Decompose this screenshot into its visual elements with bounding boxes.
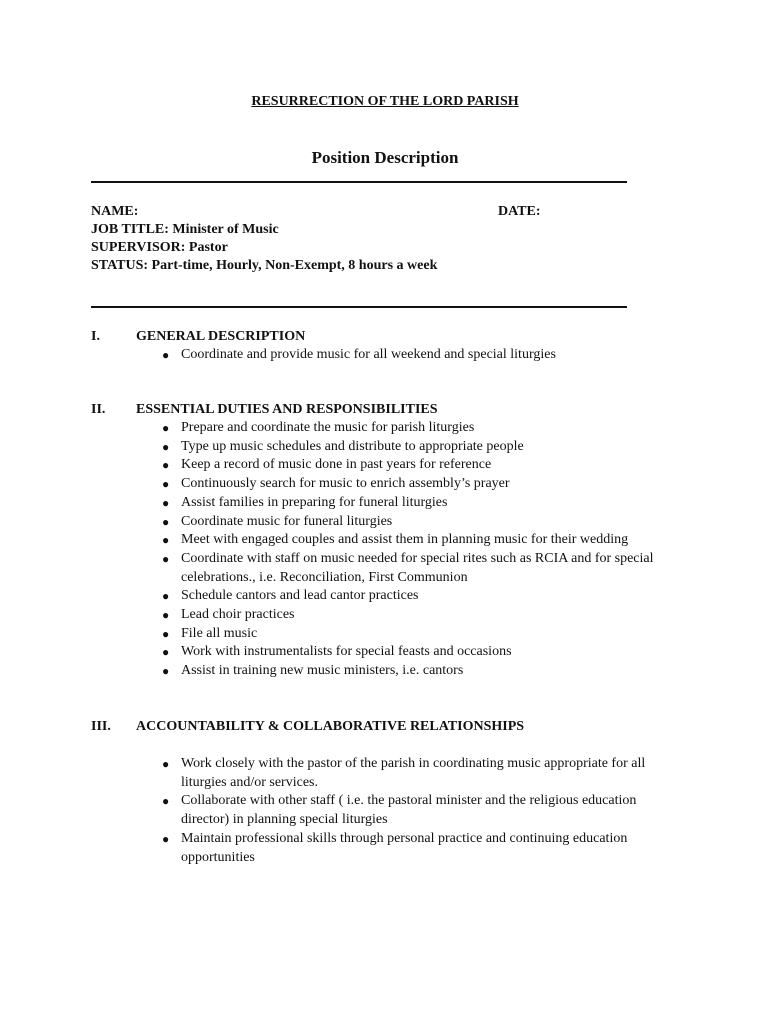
- bullet-icon: ●: [162, 458, 170, 473]
- bullet-list: [91, 346, 691, 365]
- list-item-text: Work closely with the pastor of the parish in coordinating music appropriate for all liturgies and/or services.: [181, 756, 646, 790]
- list-item: [162, 830, 691, 867]
- list-item: [162, 625, 691, 644]
- parish-name: RESURRECTION OF THE LORD PARISH: [251, 94, 519, 109]
- bullet-list: [91, 419, 691, 681]
- list-item: [162, 438, 691, 457]
- name-label: NAME:: [91, 204, 139, 219]
- bullet-icon: ●: [162, 533, 170, 548]
- list-item: [162, 475, 691, 494]
- list-item: [162, 606, 691, 625]
- list-item-text: Schedule cantors and lead cantor practices: [181, 588, 419, 604]
- list-item: [162, 346, 691, 365]
- section-heading: [91, 328, 691, 346]
- list-item-text: File all music: [181, 625, 258, 641]
- list-item-text: Type up music schedules and distribute to appropriate people: [181, 438, 524, 454]
- section-title: ACCOUNTABILITY & COLLABORATIVE RELATIONSHIPS: [136, 719, 525, 734]
- bullet-icon: ●: [162, 831, 170, 846]
- list-item-text: Collaborate with other staff ( i.e. the pastoral minister and the religious education director) in planning special liturgies: [181, 793, 637, 828]
- list-item: [162, 755, 691, 792]
- list-item: [162, 792, 691, 829]
- bullet-icon: ●: [162, 477, 170, 492]
- section-heading: [91, 401, 691, 419]
- bullet-icon: ●: [162, 794, 170, 809]
- list-item: [162, 456, 691, 475]
- section-title: GENERAL DESCRIPTION: [136, 329, 306, 344]
- job-title-line: JOB TITLE: Minister of Music: [91, 222, 279, 237]
- status-line: STATUS: Part-time, Hourly, Non-Exempt, 8 hours a week: [91, 258, 438, 273]
- list-item-text: Coordinate music for funeral liturgies: [181, 513, 393, 529]
- bullet-icon: ●: [162, 439, 170, 454]
- list-item-text: Lead choir practices: [181, 607, 295, 623]
- list-item-text: Continuously search for music to enrich assembly’s prayer: [181, 476, 510, 492]
- list-item-text: Work with instrumentalists for special feasts and occasions: [181, 644, 512, 660]
- bullet-icon: ●: [162, 757, 170, 771]
- list-item-text: Assist families in preparing for funeral liturgies: [181, 494, 448, 510]
- list-item: [162, 643, 691, 662]
- document-title: Position Description: [311, 148, 459, 167]
- date-label: DATE:: [498, 204, 541, 219]
- section-number: II.: [91, 402, 106, 417]
- list-item-text: Keep a record of music done in past years for reference: [181, 457, 492, 473]
- section-number: I.: [91, 329, 100, 344]
- list-item: [162, 587, 691, 606]
- supervisor-line: SUPERVISOR: Pastor: [91, 240, 228, 255]
- section-essential-duties: [91, 401, 691, 681]
- bottom-divider: [91, 306, 627, 308]
- list-item-text: Coordinate with staff on music needed for special rites such as RCIA and for special celebrations., i.e. Reconciliation, First Communion: [181, 550, 654, 585]
- section-heading: [91, 718, 691, 736]
- list-item-text: Coordinate and provide music for all weekend and special liturgies: [181, 347, 556, 362]
- list-item: [162, 531, 691, 550]
- section-title: ESSENTIAL DUTIES AND RESPONSIBILITIES: [136, 402, 438, 417]
- list-item: [162, 419, 691, 438]
- section-accountability: [91, 718, 691, 867]
- list-item: [162, 550, 691, 587]
- bullet-icon: ●: [162, 589, 170, 604]
- list-item: [162, 662, 691, 681]
- bullet-list: [91, 755, 691, 867]
- bullet-icon: ●: [162, 551, 170, 566]
- bullet-icon: ●: [162, 645, 170, 660]
- top-divider: [91, 181, 627, 183]
- list-item: [162, 494, 691, 513]
- bullet-icon: ●: [162, 626, 170, 641]
- list-item-text: Prepare and coordinate the music for parish liturgies: [181, 420, 475, 435]
- section-number: III.: [91, 719, 111, 734]
- list-item: [162, 513, 691, 532]
- list-item-text: Meet with engaged couples and assist them in planning music for their wedding: [181, 532, 629, 548]
- position-info: [91, 203, 437, 275]
- section-general-description: [91, 328, 691, 365]
- bullet-icon: ●: [162, 348, 170, 362]
- bullet-icon: ●: [162, 664, 170, 679]
- bullet-icon: ●: [162, 421, 170, 435]
- bullet-icon: ●: [162, 514, 170, 529]
- list-item-text: Assist in training new music ministers, i.e. cantors: [181, 663, 464, 679]
- bullet-icon: ●: [162, 495, 170, 510]
- bullet-icon: ●: [162, 608, 170, 623]
- list-item-text: Maintain professional skills through personal practice and continuing education opportunities: [181, 830, 628, 865]
